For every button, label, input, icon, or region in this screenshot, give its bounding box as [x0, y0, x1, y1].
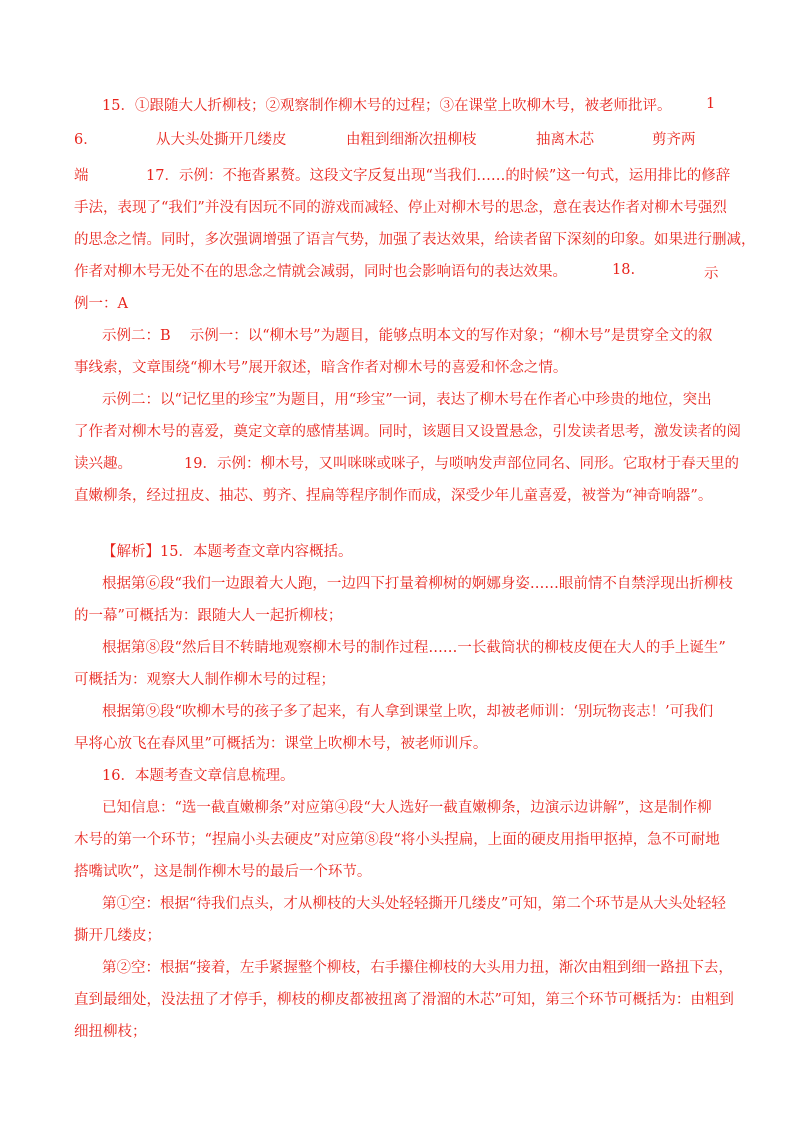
answer-18-end: 读兴趣。: [74, 456, 132, 472]
blank-1-answer: 从大头处撕开几缕皮: [156, 132, 287, 148]
answer-18-example3-a: 示例二：以“记忆里的珍宝”为题目，用“珍宝”一词，表达了柳木号在作者心中珍贵的地位，突出: [102, 392, 712, 408]
analysis-16-p2-a: 第①空：根据“待我们点头，才从柳枝的大头处轻轻撕开几缕皮”可知，第二个环节是从大头处轻轻: [102, 896, 726, 912]
answer-18-number: 18.: [612, 262, 636, 278]
answer-17-start: 17．示例：不拖沓累赘。这段文字反复出现“当我们……的时候”这一句式，运用排比的修辞: [146, 168, 731, 184]
analysis-16-p2-b: 撕开几缕皮；: [74, 928, 161, 944]
answer-17-line2: 手法，表现了“我们”并没有因玩不同的游戏而减轻、停止对柳木号的思念，意在表达作者对柳木号强烈: [74, 200, 727, 216]
blank-2-answer: 由粗到细渐次扭柳枝: [346, 132, 477, 148]
analysis-16-p3-c: 细扭柳枝；: [74, 1024, 147, 1040]
answer-17-line4: 作者对柳木号无处不在的思念之情就会减弱，同时也会影响语句的表达效果。: [74, 264, 567, 280]
analysis-16-p1-c: 搭嘴试吹”，这是制作柳木号的最后一个环节。: [74, 864, 372, 880]
analysis-15-p1-b: 的一幕”可概括为：跟随大人一起折柳枝；: [74, 608, 343, 624]
analysis-15-p2-b: 可概括为：观察大人制作柳木号的过程；: [74, 672, 335, 688]
answer-18-example3-b: 了作者对柳木号的喜爱，奠定文章的感情基调。同时，该题目又设置悬念，引发读者思考，激发读者的阅: [74, 424, 741, 440]
blank-4-answer-end: 端: [74, 168, 89, 184]
answer-16-number-part1: 1: [706, 96, 716, 112]
answer-19-start: 19．示例：柳木号，又叫咪咪或咪子，与唢呐发声部位同名、同形。它取材于春天里的: [184, 456, 739, 472]
analysis-16-p3-a: 第②空：根据“接着，左手紧握整个柳枝，右手攥住柳枝的大头用力扭，渐次由粗到细一路扭下去，: [102, 960, 733, 976]
answer-17-line3: 的思念之情。同时，多次强调增强了语言气势，加强了表达效果，给读者留下深刻的印象。如果进行删减，: [74, 232, 756, 248]
answer-18-example1: 例一：A: [74, 296, 128, 312]
answer-19-line2: 直嫩柳条，经过扭皮、抽芯、剪齐、捏扁等程序制作而成，深受少年儿童喜爱，被誉为“神奇响器”。: [74, 488, 713, 504]
answer-15: 15．①跟随大人折柳枝；②观察制作柳木号的过程；③在课堂上吹柳木号，被老师批评。: [102, 98, 672, 114]
analysis-15-p3-a: 根据第⑨段“吹柳木号的孩子多了起来，有人拿到课堂上吹，却被老师训：‘别玩物丧志！’可我们: [102, 704, 714, 720]
analysis-16-heading: 16．本题考查文章信息梳理。: [102, 768, 295, 784]
analysis-15-p2-a: 根据第⑧段“然后目不转睛地观察柳木号的制作过程……一长截筒状的柳枝皮便在大人的手上诞生”: [102, 640, 726, 656]
analysis-15-p3-b: 早将心放飞在春风里”可概括为：课堂上吹柳木号，被老师训斥。: [74, 736, 488, 752]
blank-4-answer: 剪齐两: [652, 132, 696, 148]
analysis-16-p3-b: 直到最细处，没法扭了才停手，柳枝的柳皮都被扭离了滑溜的木芯”可知，第三个环节可概括为：由粗到: [74, 992, 734, 1008]
answer-18-example2-b: 事线索，文章围绕“柳木号”展开叙述，暗含作者对柳木号的喜爱和怀念之情。: [74, 360, 568, 376]
answer-18-example2-a: 示例二：B 示例一：以“柳木号”为题目，能够点明本文的写作对象；“柳木号”是贯穿全文的叙: [102, 328, 713, 344]
analysis-16-p1-b: 木号的第一个环节；“捏扁小头去硬皮”对应第⑧段“将小头捏扁，上面的硬皮用指甲抠掉，急不可耐地: [74, 832, 720, 848]
blank-3-answer: 抽离木芯: [536, 132, 594, 148]
analysis-heading: 【解析】15．本题考查文章内容概括。: [102, 544, 353, 560]
answer-18-lead: 示: [704, 266, 719, 282]
answer-16-number-part2: 6．: [74, 132, 98, 148]
analysis-15-p1-a: 根据第⑥段“我们一边跟着大人跑，一边四下打量着柳树的婀娜身姿……眼前情不自禁浮现出折柳枝: [102, 576, 733, 592]
analysis-16-p1-a: 已知信息：“选一截直嫩柳条”对应第④段“大人选好一截直嫩柳条，边演示边讲解”，这是制作柳: [102, 800, 712, 816]
